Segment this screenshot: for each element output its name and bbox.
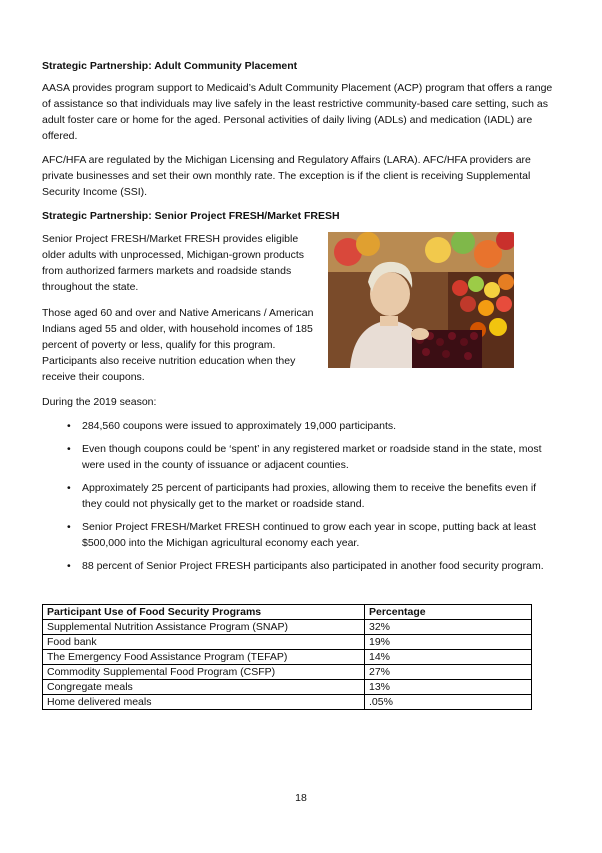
page-number: 18 xyxy=(295,792,307,804)
program-cell: Commodity Supplemental Food Program (CSFP) xyxy=(43,665,365,680)
table-row xyxy=(43,680,532,695)
heading-adult-community-placement: Strategic Partnership: Adult Community Placement xyxy=(42,60,298,72)
season-intro-text: During the 2019 season: xyxy=(42,396,157,408)
market-produce-photo xyxy=(328,232,514,368)
table-row xyxy=(43,620,532,635)
list-item: • Even though coupons could be ‘spent’ in any registered market or roadside stand in the state, most were used in the county of issuance or adjacent counties. xyxy=(67,443,542,471)
percentage-cell: 32% xyxy=(365,620,532,635)
food-security-programs-table xyxy=(42,604,532,710)
list-item: • Senior Project FRESH/Market FRESH continued to grow each year in scope, putting back at least $500,000 into the Michigan agricultural economy each year. xyxy=(67,521,537,549)
percentage-cell: 27% xyxy=(365,665,532,680)
list-item: • 88 percent of Senior Project FRESH participants also participated in another food security program. xyxy=(67,560,544,572)
paragraph-fresh-overview: Senior Project FRESH/Market FRESH provides eligible older adults with unprocessed, Michigan-grown products from authorized farmers markets and roadside stands throughout the state. xyxy=(42,233,305,293)
bullet-icon: • xyxy=(67,482,71,494)
table-row xyxy=(43,650,532,665)
percentage-cell: 13% xyxy=(365,680,532,695)
heading-senior-project-fresh: Strategic Partnership: Senior Project FRESH/Market FRESH xyxy=(42,210,340,222)
column-header-program: Participant Use of Food Security Programs xyxy=(43,605,365,620)
paragraph-fresh-eligibility: Those aged 60 and over and Native Americans / American Indians aged 55 and older, with household incomes of 185 percent of poverty or less, qualify for this program. Participants also receive nutrition education when they receive their coupons. xyxy=(42,307,314,383)
table-row xyxy=(43,635,532,650)
list-item: • Approximately 25 percent of participants had proxies, allowing them to receive the benefits even if they could not physically get to the market or roadside stand. xyxy=(67,482,537,510)
list-item: • 284,560 coupons were issued to approximately 19,000 participants. xyxy=(67,420,397,432)
program-cell: Supplemental Nutrition Assistance Program (SNAP) xyxy=(43,620,365,635)
paragraph-afc-hfa-regulation: AFC/HFA are regulated by the Michigan Licensing and Regulatory Affairs (LARA). AFC/HFA providers are private businesses and set their own monthly rate. The exception is if the client is receiving Supplemental Security Income (SSI). xyxy=(42,154,531,198)
table-row xyxy=(43,695,532,710)
program-cell: Food bank xyxy=(43,635,365,650)
table-header-row xyxy=(43,605,532,620)
program-cell: Home delivered meals xyxy=(43,695,365,710)
program-cell: The Emergency Food Assistance Program (TEFAP) xyxy=(43,650,365,665)
bullet-icon: • xyxy=(67,443,71,455)
paragraph-acp-program: AASA provides program support to Medicaid’s Adult Community Placement (ACP) program that offers a range of assistance so that individuals may live safely in the least restrictive community-based care setting, such as adult foster care or home for the aged. Personal activities of daily living (ADLs) and medication (IADL) are offered. xyxy=(42,82,553,142)
column-header-percentage: Percentage xyxy=(365,605,532,620)
percentage-cell: .05% xyxy=(365,695,532,710)
bullet-icon: • xyxy=(67,420,71,432)
season-results-list xyxy=(67,418,547,581)
percentage-cell: 14% xyxy=(365,650,532,665)
table-row xyxy=(43,665,532,680)
bullet-icon: • xyxy=(67,521,71,533)
bullet-icon: • xyxy=(67,560,71,572)
percentage-cell: 19% xyxy=(365,635,532,650)
program-cell: Congregate meals xyxy=(43,680,365,695)
